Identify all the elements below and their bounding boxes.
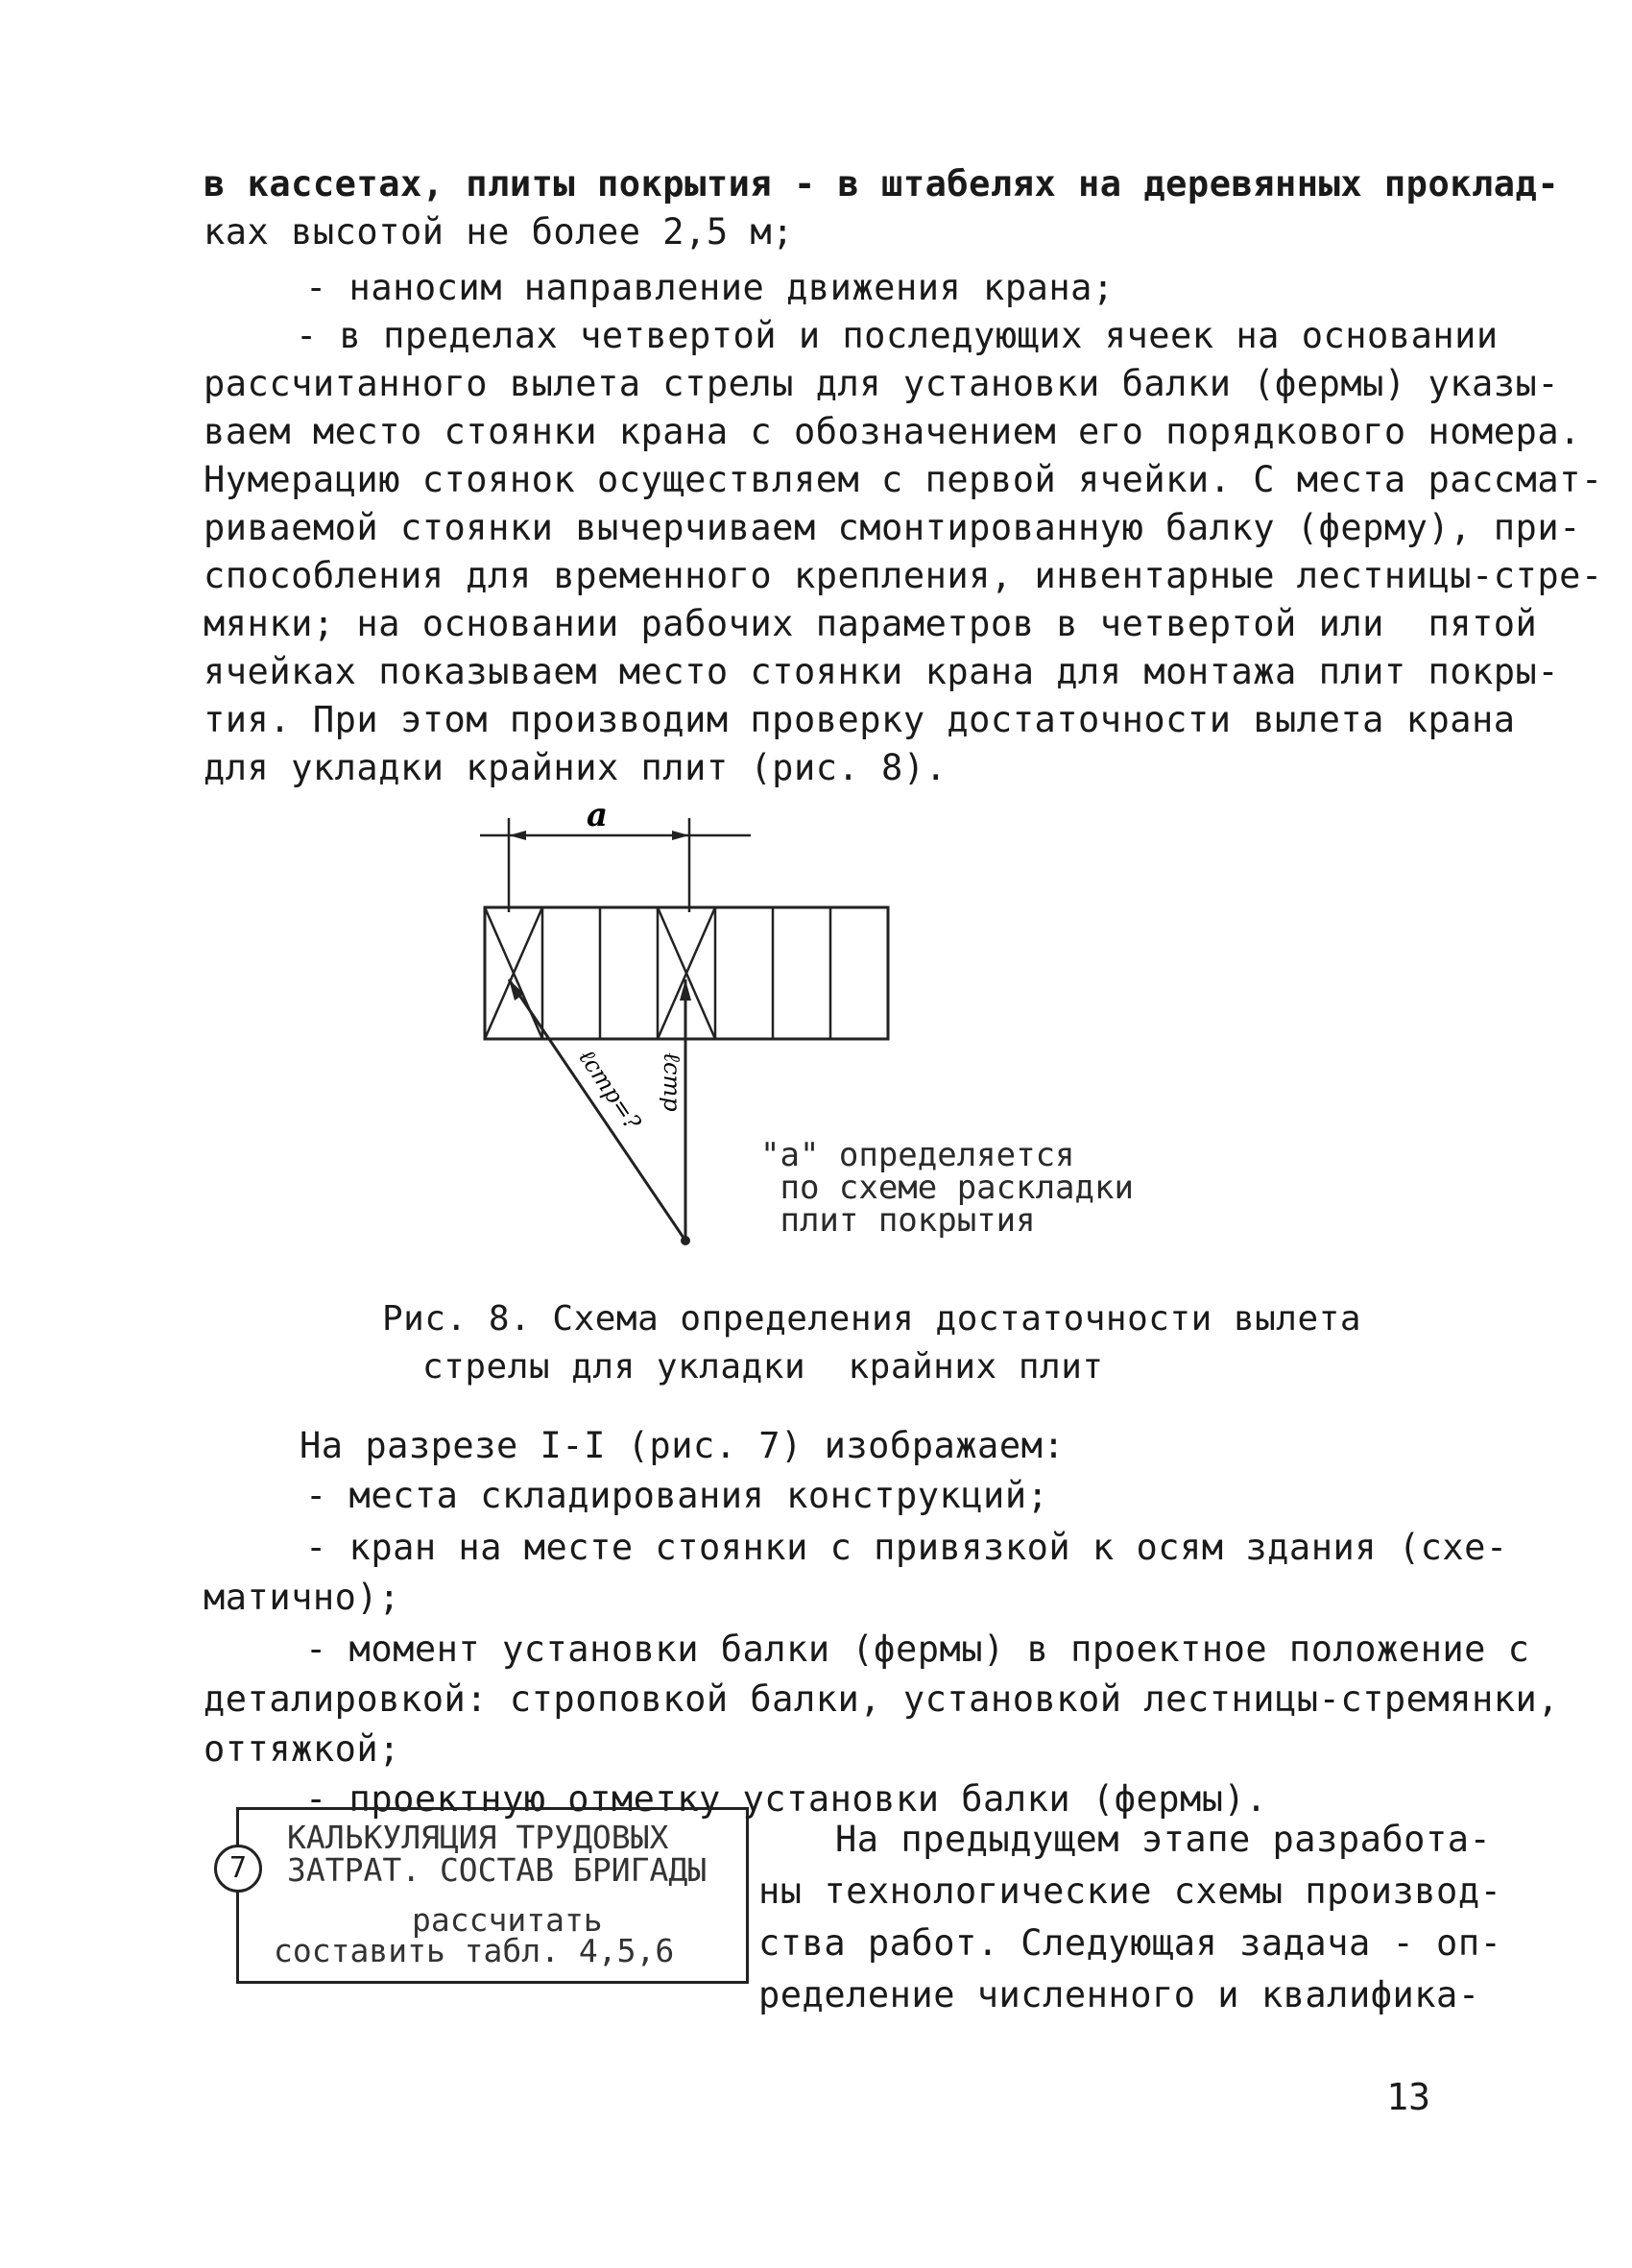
section-line: На разрезе I-I (рис. 7) изображаем: — [300, 1425, 1066, 1466]
step-title-line: ЗАТРАТ. СОСТАВ БРИГАДЫ — [287, 1851, 708, 1889]
body-line: - наносим направление движения крана; — [305, 267, 1115, 308]
section-line: - кран на месте стоянки с привязкой к осям здания (схе- — [305, 1527, 1508, 1568]
side-line: На предыдущем этапе разработа- — [835, 1819, 1492, 1860]
body-line: для укладки крайних плит (рис. 8). — [204, 747, 948, 788]
step-body-line: составить табл. 4,5,6 — [274, 1932, 675, 1969]
body-line: тия. При этом производим проверку достаточности вылета крана — [204, 699, 1516, 740]
section-line: деталировкой: строповкой балки, установкой лестницы-стремянки, — [204, 1678, 1560, 1720]
side-line: ны технологические схемы производ- — [758, 1870, 1502, 1912]
body-line: ячейках показываем место стоянки крана для монтажа плит покры- — [204, 651, 1560, 692]
body-line: способления для временного крепления, инвентарные лестницы-стре- — [204, 555, 1603, 596]
dimension-arrow-right — [672, 831, 689, 840]
section-line: - места складирования конструкций; — [305, 1475, 1049, 1516]
step-box — [228, 1807, 749, 1984]
crane-position-point — [681, 1236, 690, 1245]
body-line: - в пределах четвертой и последующих ячеек на основании — [296, 315, 1499, 356]
body-line: риваемой стоянки вычерчиваем смонтированную балку (ферму), при- — [204, 507, 1581, 548]
boom-length-label-left: ℓстр=? — [573, 1044, 647, 1135]
section-line: оттяжкой; — [204, 1728, 400, 1770]
caption-line: стрелы для укладки крайних плит — [422, 1347, 1104, 1387]
crossed-plate-1 — [485, 907, 542, 1039]
step-title-line: КАЛЬКУЛЯЦИЯ ТРУДОВЫХ — [287, 1819, 669, 1856]
body-line: мянки; на основании рабочих параметров в четвертой или пятой — [204, 603, 1538, 644]
section-line: матично); — [204, 1577, 400, 1618]
figure-note-line: по схеме раскладки — [760, 1169, 1134, 1207]
page-number: 13 — [1386, 2076, 1430, 2118]
section-line: - проектную отметку установки балки (фермы). — [305, 1778, 1268, 1820]
body-line: в кассетах, плиты покрытия - в штабелях на деревянных проклад- — [204, 163, 1560, 205]
figure-note-line: плит покрытия — [760, 1201, 1036, 1240]
side-line: ства работ. Следующая задача - оп- — [758, 1922, 1502, 1964]
step-number-badge: 7 — [214, 1845, 262, 1893]
caption-line: Рис. 8. Схема определения достаточности вылета — [382, 1299, 1361, 1339]
dimension-arrow-left — [509, 831, 526, 840]
boom-length-label-right: ℓстр — [659, 1052, 685, 1112]
body-line: Нумерацию стоянок осуществляем с первой ячейки. С места рассмат- — [204, 459, 1603, 500]
body-line: ках высотой не более 2,5 м; — [204, 211, 794, 253]
side-line: ределение численного и квалифика- — [758, 1974, 1480, 2015]
dimension-label: a — [586, 807, 609, 834]
section-line: - момент установки балки (фермы) в проектное положение с — [305, 1629, 1530, 1670]
figure-note-line: "а" определяется — [760, 1136, 1075, 1174]
body-line: рассчитанного вылета стрелы для установки балки (фермы) указы- — [204, 363, 1560, 404]
step-body-line: рассчитать — [412, 1901, 603, 1939]
body-line: ваем место стоянки крана с обозначением его порядкового номера. — [204, 411, 1581, 452]
